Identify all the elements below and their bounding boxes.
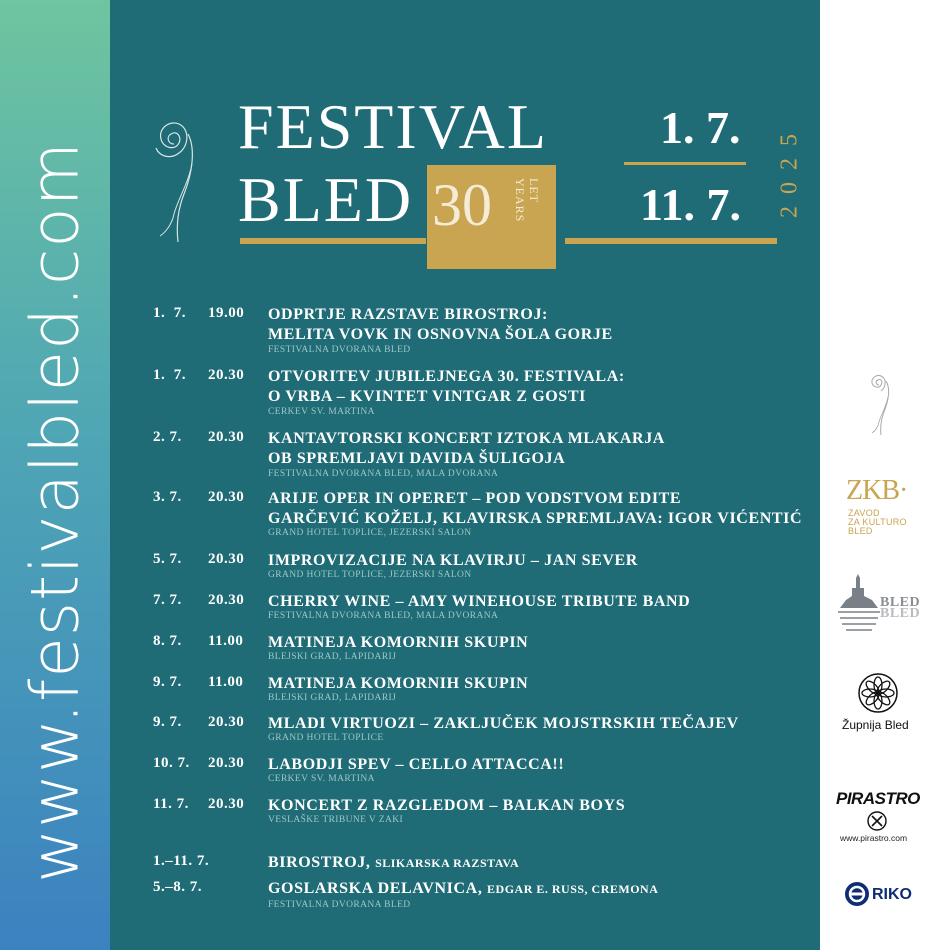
left-gradient-strip [0, 0, 110, 950]
event-venue: VESLAŠKE TRIBUNE V ZAKI [268, 815, 404, 825]
gold-rule-right [565, 238, 777, 244]
event-title-line: O VRBA – KVINTET VINTGAR Z GOSTI [268, 388, 586, 405]
event-time: 11.00 [208, 674, 244, 690]
festival-title-line2: BLED [238, 164, 414, 235]
event-venue: BLEJSKI GRAD, LAPIDARIJ [268, 652, 397, 662]
event-time: 20.30 [208, 755, 245, 771]
extra-event-subtitle: EDGAR E. RUSS, CREMONA [487, 882, 659, 896]
date-divider [624, 162, 746, 165]
event-time: 20.30 [208, 489, 245, 505]
event-venue: CERKEV SV. MARTINA [268, 774, 375, 784]
anniversary-let: LET [527, 178, 541, 203]
flower-rosette-icon [857, 672, 899, 714]
zupnija-bled-text: Župnija Bled [842, 718, 909, 732]
festival-title-line1: FESTIVAL [238, 91, 548, 162]
zkb-line: ZA KULTURO [848, 517, 907, 527]
event-venue: FESTIVALNA DVORANA BLED [268, 345, 411, 355]
event-title-line: KANTAVTORSKI KONCERT IZTOKA MLAKARJA [268, 430, 665, 447]
event-title [268, 796, 625, 816]
event-title-line: MATINEJA KOMORNIH SKUPIN [268, 634, 529, 651]
event-time: 20.30 [208, 367, 245, 383]
event-title [268, 633, 528, 653]
event-venue: CERKEV SV. MARTINA [268, 407, 375, 417]
event-title-line: IMPROVIZACIJE NA KLAVIRJU – JAN SEVER [268, 552, 638, 569]
event-title-line: ODPRTJE RAZSTAVE BIROSTROJ: [268, 306, 548, 323]
event-title-line: OTVORITEV JUBILEJNEGA 30. FESTIVALA: [268, 368, 625, 385]
event-time: 11.00 [208, 633, 244, 649]
event-title [268, 489, 802, 529]
anniversary-number: 30 [432, 172, 492, 238]
anniversary-years: YEARS [513, 178, 527, 223]
extra-event-title-main: GOSLARSKA DELAVNICA, [268, 880, 483, 897]
event-date: 5. 7. [153, 551, 182, 567]
bled-line: BLED [880, 606, 921, 621]
extra-event-date: 1.–11. 7. [153, 853, 210, 869]
extra-event-title-main: BIROSTROJ, [268, 854, 371, 871]
zkb-logo-text [848, 509, 907, 536]
event-title [268, 714, 739, 734]
anniversary-subtitle [513, 178, 557, 238]
event-time: 20.30 [208, 796, 245, 812]
pirastro-url[interactable]: www.pirastro.com [840, 833, 908, 843]
riko-roundel-icon [844, 881, 870, 907]
event-venue: GRAND HOTEL TOPLICE, JEZERSKI SALON [268, 528, 472, 538]
event-time: 19.00 [208, 305, 245, 321]
festival-year: 2025 [776, 122, 803, 218]
pirastro-emblem-icon [866, 810, 888, 832]
event-title [268, 429, 665, 469]
event-venue: FESTIVALNA DVORANA BLED, MALA DVORANA [268, 469, 499, 479]
event-title-line: CHERRY WINE – AMY WINEHOUSE TRIBUTE BAND [268, 593, 691, 610]
event-title-line: MATINEJA KOMORNIH SKUPIN [268, 675, 529, 692]
date-start: 1. 7. [660, 102, 741, 153]
event-time: 20.30 [208, 592, 245, 608]
event-date: 2. 7. [153, 429, 182, 445]
event-date: 8. 7. [153, 633, 182, 649]
event-date: 11. 7. [153, 796, 189, 812]
event-time: 20.30 [208, 429, 245, 445]
bled-line: BLED [880, 595, 921, 610]
event-date: 9. 7. [153, 714, 182, 730]
gold-rule-left [240, 238, 426, 244]
event-title [268, 755, 564, 775]
event-title-line: MLADI VIRTUOZI – ZAKLJUČEK MOJSTRSKIH TEČAJEV [268, 715, 739, 732]
event-title [268, 674, 528, 694]
event-title-line: MELITA VOVK IN OSNOVNA ŠOLA GORJE [268, 326, 613, 343]
event-title-line: OB SPREMLJAVI DAVIDA ŠULIGOJA [268, 450, 566, 467]
spiral-scroll-icon [148, 104, 203, 244]
bled-logo-text [880, 597, 920, 619]
event-title-line: KONCERT Z RAZGLEDOM – BALKAN BOYS [268, 797, 626, 814]
date-end: 11. 7. [640, 179, 741, 230]
event-date: 3. 7. [153, 489, 182, 505]
bled-castle-icon [838, 574, 880, 634]
spiral-scroll-small-icon [866, 367, 894, 437]
event-venue: BLEJSKI GRAD, LAPIDARIJ [268, 693, 397, 703]
event-title [268, 367, 625, 407]
zkb-line: ZAVOD [848, 508, 880, 518]
event-title [268, 551, 638, 571]
zkb-line: BLED [848, 526, 873, 536]
event-date: 1. 7. [153, 305, 186, 321]
event-venue: FESTIVALNA DVORANA BLED, MALA DVORANA [268, 611, 499, 621]
event-date: 9. 7. [153, 674, 182, 690]
event-date: 1. 7. [153, 367, 186, 383]
event-venue: GRAND HOTEL TOPLICE, JEZERSKI SALON [268, 570, 472, 580]
event-time: 20.30 [208, 551, 245, 567]
event-title-line: ARIJE OPER IN OPERET – POD VODSTVOM EDITE [268, 490, 682, 507]
zkb-logo-mark: ZKB· [846, 475, 908, 506]
extra-event-title [268, 853, 519, 873]
event-date: 7. 7. [153, 592, 182, 608]
event-title [268, 592, 690, 612]
extra-event-title [268, 879, 658, 899]
event-time: 20.30 [208, 714, 245, 730]
extra-event-date: 5.–8. 7. [153, 879, 202, 895]
event-title-line: LABODJI SPEV – CELLO ATTACCA!! [268, 756, 565, 773]
extra-event-subtitle: SLIKARSKA RAZSTAVA [375, 856, 520, 870]
website-url[interactable]: www.festivalbled.com [16, 141, 94, 883]
event-date: 10. 7. [153, 755, 190, 771]
event-venue: GRAND HOTEL TOPLICE [268, 733, 384, 743]
extra-event-venue: FESTIVALNA DVORANA BLED [268, 900, 411, 910]
event-title [268, 305, 613, 345]
event-title-line: GARČEVIĆ KOŽELJ, KLAVIRSKA SPREMLJAVA: IGOR VIĆENTIĆ [268, 510, 803, 527]
riko-logo-text: RIKO [872, 886, 912, 903]
pirastro-logo-text: PIRASTRO [836, 789, 920, 808]
